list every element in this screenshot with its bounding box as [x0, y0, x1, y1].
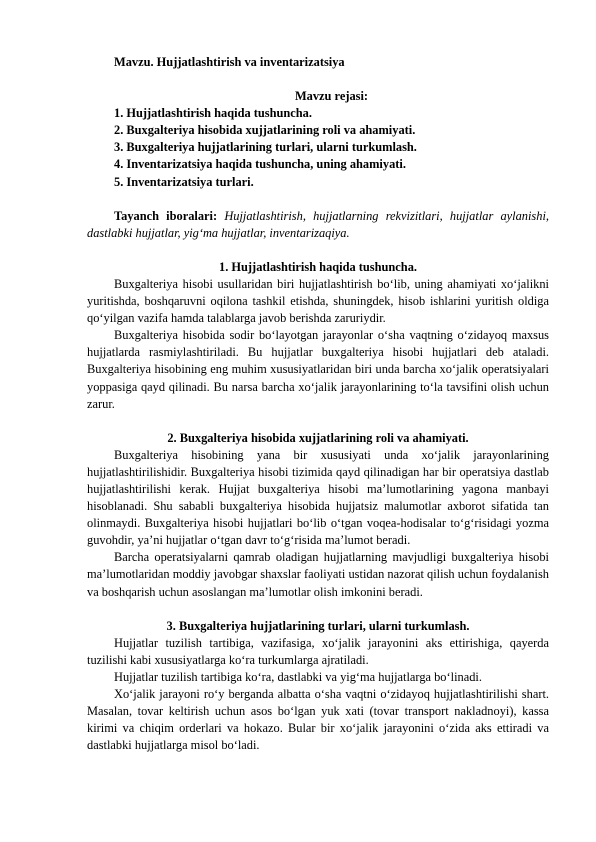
- keywords-label: Tayanch iboralari:: [114, 208, 218, 223]
- document-page: [87, 54, 549, 754]
- plan-item: 5. Inventarizatsiya turlari.: [114, 174, 254, 189]
- keywords-text: Hujjatlashtirish, hujjatlarning rekvizitlari, hujjatlar aylanishi, dastlabki hujjatlar, yig‘ma hujjatlar, inventarizaqiya.: [87, 208, 549, 240]
- keywords-paragraph: [87, 208, 549, 242]
- section-2-paragraph: Buxgalteriya hisobining yana bir xususiyati unda xo‘jalik jarayonlarining hujjatlashtirilishidir. Buxgalteriya hisobi tizimida qayd qilinadigan har bir operatsiya dastlab hujjatlashtirilishi kerak. Hujjat buxgalteriya hisobi ma’lumotlarining yagona manbayi hisoblanadi. Shu sababli buxgalteriya hisobida hujjatsiz malumotlar axborot sifatida tan olinmaydi. Buxgalteriya hisobi hujjatlari bo‘lib o‘tgan voqea-hodisalar to‘g‘risidagi yozma guvohdir, ya’ni hujjatlar o‘tgan davr to‘g‘risida ma’lumot beradi.: [87, 447, 549, 548]
- spacer: [87, 191, 549, 208]
- section-heading-1: 1. Hujjatlashtirish haqida tushuncha.: [219, 259, 417, 274]
- section-2-paragraph: Barcha operatsiyalarni qamrab oladigan hujjatlarning mavjudligi buxgalteriya hisobi ma’lumotlaridan moddiy javobgar shaxslar faoliyati ustidan nazorat qilish uchun foydalanish va boshqarish uchun asoslangan ma’lumotlar olish imkonini beradi.: [87, 550, 549, 599]
- plan-item: 2. Buxgalteriya hisobida xujjatlarining roli va ahamiyati.: [114, 123, 416, 138]
- section-1-paragraph: Buxgalteriya hisobida sodir bo‘layotgan jarayonlar o‘sha vaqtning o‘zidayoq maxsus hujjatlarda rasmiylashtiriladi. Bu hujjatlar buxgalteriya hisobi hujjatlari deb ataladi. Buxgalteriya hisobining eng muhim xususiyatlaridan biri unda barcha xo‘jalik operatsiyalari yoppasiga qayd qilinadi. Bu narsa barcha xo‘jalik jarayonlarining to‘la tavsifini olish uchun zarur.: [87, 328, 549, 411]
- plan-item: 1. Hujjatlashtirish haqida tushuncha.: [114, 106, 312, 121]
- spacer: [87, 601, 549, 618]
- section-heading-3: 3. Buxgalteriya hujjatlarining turlari, ularni turkumlash.: [166, 618, 470, 633]
- document-title: Mavzu. Hujjatlashtirish va inventarizatsiya: [114, 55, 345, 69]
- section-3-paragraph: Xo‘jalik jarayoni ro‘y berganda albatta o‘sha vaqtni o‘zidayoq hujjatlashtirilishi shart. Masalan, tovar keltirish uchun asos bo‘lgan yuk xati (tovar transport nakladnoyi), kassa kirimi va chiqim orderlari va hokazo. Bular bir xo‘jalik jarayonini o‘zida aks ettiradi va dastlabki hujjatlarga misol bo‘ladi.: [87, 687, 549, 753]
- spacer: [87, 242, 549, 259]
- plan-heading: Mavzu rejasi:: [294, 89, 369, 104]
- plan-item: 4. Inventarizatsiya haqida tushuncha, uning ahamiyati.: [114, 157, 406, 172]
- section-1-paragraph: Buxgalteriya hisobi usullaridan biri hujjatlashtirish bo‘lib, uning ahamiyati xo‘jalikni yuritishda, boshqaruvni oqilona tashkil etishda, shuningdek, hisob ishlarini yuritish oldiga qo‘yilgan vazifa hamda talablarga javob berishda zaruriydir.: [87, 276, 549, 326]
- plan-item: 3. Buxgalteriya hujjatlarining turlari, ularni turkumlash.: [114, 140, 417, 155]
- section-3-paragraph: Hujjatlar tuzilish tartibiga ko‘ra, dastlabki va yig‘ma hujjatlarga bo‘linadi.: [114, 669, 482, 684]
- section-3-paragraph: Hujjatlar tuzilish tartibiga, vazifasiga, xo‘jalik jarayonini aks ettirishiga, qayerda tuzilishi kabi xususiyatlarga ko‘ra turkumlarga ajratiladi.: [87, 635, 549, 667]
- section-heading-2: 2. Buxgalteriya hisobida xujjatlarining roli va ahamiyati.: [167, 430, 469, 445]
- spacer: [87, 413, 549, 430]
- plan-list: [87, 105, 549, 190]
